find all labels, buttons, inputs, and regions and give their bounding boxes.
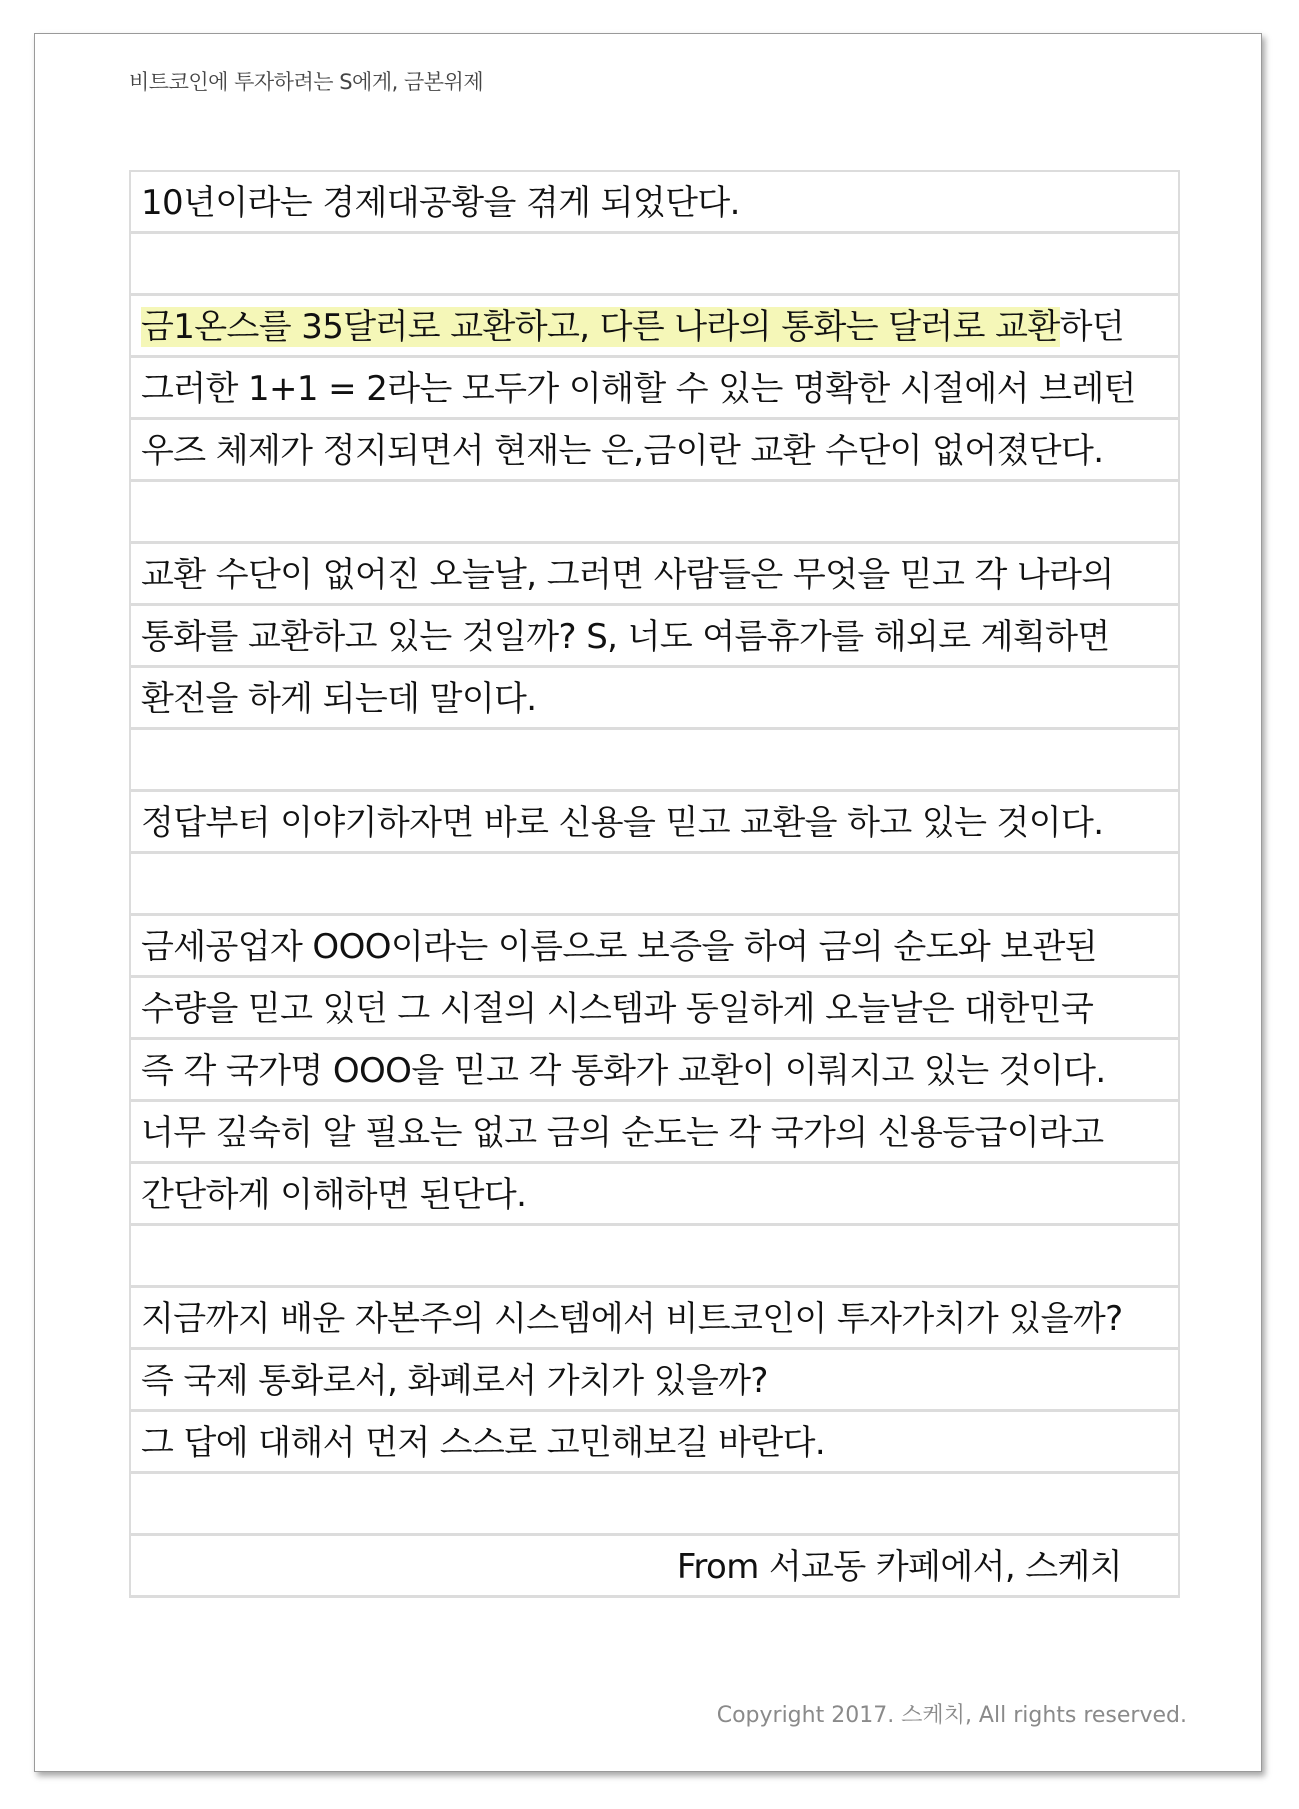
text-line: 금세공업자 OOO이라는 이름으로 보증을 하여 금의 순도와 보관된 <box>131 916 1178 978</box>
text-line: 즉 국제 통화로서, 화폐로서 가치가 있을까? <box>131 1350 1178 1412</box>
text-line: 정답부터 이야기하자면 바로 신용을 믿고 교환을 하고 있는 것이다. <box>131 792 1178 854</box>
text-line: 지금까지 배운 자본주의 시스템에서 비트코인이 투자가치가 있을까? <box>131 1288 1178 1350</box>
text-line-highlighted: 금1온스를 35달러로 교환하고, 다른 나라의 통화는 달러로 교환하던 <box>131 296 1178 358</box>
text-line: 너무 깊숙히 알 필요는 없고 금의 순도는 각 국가의 신용등급이라고 <box>131 1102 1178 1164</box>
copyright-notice: Copyright 2017. 스케치, All rights reserved. <box>716 1703 1187 1728</box>
signature-line <box>131 1536 1178 1598</box>
text-line: 통화를 교환하고 있는 것일까? S, 너도 여름휴가를 해외로 계획하면 <box>131 606 1178 668</box>
text-line <box>131 1474 1178 1536</box>
text-line <box>131 1226 1178 1288</box>
text-line: 즉 각 국가명 OOO을 믿고 각 통화가 교환이 이뤄지고 있는 것이다. <box>131 1040 1178 1102</box>
text-line <box>131 854 1178 916</box>
text-line: 교환 수단이 없어진 오늘날, 그러면 사람들은 무엇을 믿고 각 나라의 <box>131 544 1178 606</box>
text-line <box>131 482 1178 544</box>
text-line <box>131 730 1178 792</box>
document-page <box>34 33 1262 1772</box>
text-line: 10년이라는 경제대공황을 겪게 되었단다. <box>131 172 1178 234</box>
signature: From 서교동 카페에서, 스케치 <box>676 1547 1122 1587</box>
page-header-title: 비트코인에 투자하려는 S에게, 금본위제 <box>129 70 484 94</box>
lined-text-area <box>129 170 1180 1598</box>
text-line: 우즈 체제가 정지되면서 현재는 은,금이란 교환 수단이 없어졌단다. <box>131 420 1178 482</box>
text-line: 간단하게 이해하면 된단다. <box>131 1164 1178 1226</box>
text-line: 그러한 1+1 = 2라는 모두가 이해할 수 있는 명확한 시절에서 브레턴 <box>131 358 1178 420</box>
text-line <box>131 234 1178 296</box>
text-line: 환전을 하게 되는데 말이다. <box>131 668 1178 730</box>
highlighted-text: 금1온스를 35달러로 교환하고, 다른 나라의 통화는 달러로 교환 <box>141 307 1060 347</box>
text-line: 그 답에 대해서 먼저 스스로 고민해보길 바란다. <box>131 1412 1178 1474</box>
text-line: 수량을 믿고 있던 그 시절의 시스템과 동일하게 오늘날은 대한민국 <box>131 978 1178 1040</box>
